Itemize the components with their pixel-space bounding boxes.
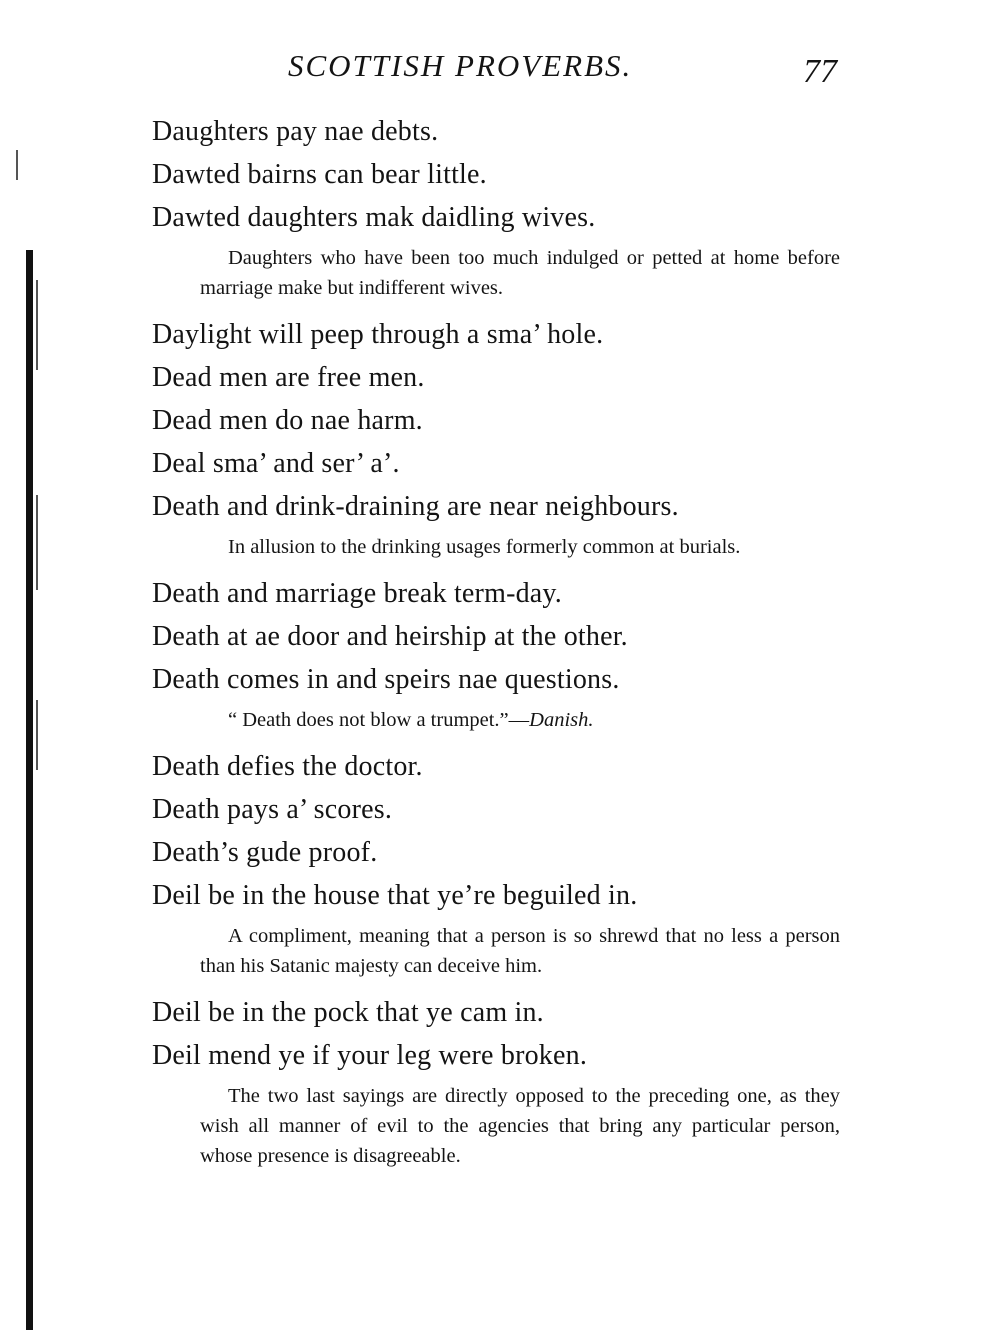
proverb: Daughters pay nae debts.: [152, 116, 439, 147]
binding-speck: [16, 150, 18, 180]
proverb: Death comes in and speirs nae questions.: [152, 664, 620, 695]
binding-speck: [36, 280, 38, 370]
proverb: Death at ae door and heirship at the other.: [152, 621, 628, 652]
proverb: Deil be in the pock that ye cam in.: [152, 997, 544, 1028]
proverb: Dawted daughters mak daidling wives.: [152, 202, 596, 233]
note-source: Danish.: [529, 709, 594, 731]
proverb: Deal sma’ and ser’ a’.: [152, 448, 400, 479]
binding-speck: [36, 700, 38, 770]
running-head: SCOTTISH PROVERBS.: [288, 48, 633, 83]
proverb: Dead men are free men.: [152, 362, 425, 393]
proverb-note: [200, 705, 840, 735]
proverb-note: The two last sayings are directly opposed to the preceding one, as they wish all manner of evil to the agencies that bring any particular person, whose presence is disagreeable.: [200, 1085, 840, 1167]
proverb: Death pays a’ scores.: [152, 794, 393, 825]
page-binding-edge: [26, 250, 33, 1330]
proverb: Deil mend ye if your leg were broken.: [152, 1040, 588, 1071]
proverb: Death’s gude proof.: [152, 837, 378, 868]
proverb-note: In allusion to the drinking usages formerly common at burials.: [228, 536, 741, 558]
proverb: Dawted bairns can bear little.: [152, 159, 487, 190]
proverb: Death defies the doctor.: [152, 751, 423, 782]
binding-speck: [36, 495, 38, 590]
proverb-note: A compliment, meaning that a person is so shrewd that no less a person than his Satanic majesty can deceive him.: [200, 925, 840, 977]
note-quote: “ Death does not blow a trumpet.”—: [228, 709, 530, 731]
page-number: 77: [803, 53, 837, 90]
proverb-list: [152, 110, 852, 1181]
proverb: Deil be in the house that ye’re beguiled in.: [152, 880, 638, 911]
proverb: Dead men do nae harm.: [152, 405, 423, 436]
proverb: Daylight will peep through a sma’ hole.: [152, 319, 604, 350]
proverb: Death and drink-draining are near neighbours.: [152, 491, 679, 522]
proverb: Death and marriage break term-day.: [152, 578, 562, 609]
proverb-note: Daughters who have been too much indulged or petted at home before marriage make but indifferent wives.: [200, 247, 840, 299]
